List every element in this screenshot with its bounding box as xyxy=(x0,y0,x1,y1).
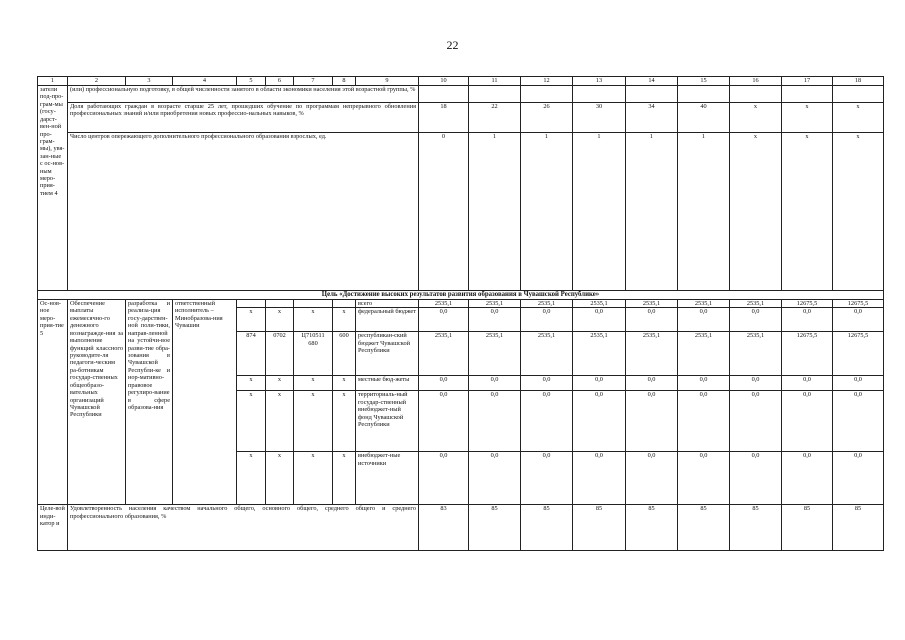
program-table xyxy=(37,76,884,551)
indicator-row xyxy=(38,103,884,133)
funding-value: 0,0 xyxy=(419,308,469,332)
funding-value: 2535,1 xyxy=(573,300,626,308)
funding-value: 2535,1 xyxy=(573,332,626,376)
indicator-value: x xyxy=(833,103,884,133)
budget-code xyxy=(294,300,333,308)
event-goal: разработка и реализа-ция госу-дарствен-ной поли-тики, направ-ленной на устойчи-вое разви-тие обра-зования в Чувашской Республи-ке и нор-мативно-правовое регулиро-вание в сфере образова-ния xyxy=(126,300,173,505)
budget-code: x xyxy=(333,308,356,332)
column-number: 12 xyxy=(521,77,573,86)
funding-source: местные бюд-жеты xyxy=(356,376,419,391)
column-number: 9 xyxy=(356,77,419,86)
column-number: 7 xyxy=(294,77,333,86)
budget-code: x xyxy=(237,376,266,391)
budget-code: x xyxy=(266,391,294,452)
indicator-value xyxy=(419,86,469,103)
target-indicator-value: 83 xyxy=(419,505,469,551)
funding-value: 2535,1 xyxy=(626,332,678,376)
column-number: 18 xyxy=(833,77,884,86)
indicator-value: 1 xyxy=(469,133,521,291)
column-number: 1 xyxy=(38,77,68,86)
budget-code: Ц710511 680 xyxy=(294,332,333,376)
budget-code: x xyxy=(237,308,266,332)
funding-source: внебюджет-ные источники xyxy=(356,452,419,505)
funding-value: 0,0 xyxy=(521,376,573,391)
funding-value: 0,0 xyxy=(678,376,730,391)
funding-value: 0,0 xyxy=(626,376,678,391)
indicator-value xyxy=(521,86,573,103)
target-indicator-value: 85 xyxy=(678,505,730,551)
budget-code: 600 xyxy=(333,332,356,376)
funding-value: 2535,1 xyxy=(419,300,469,308)
column-number: 11 xyxy=(469,77,521,86)
indicator-value: x xyxy=(833,133,884,291)
indicator-value: 18 xyxy=(419,103,469,133)
budget-code: 0702 xyxy=(266,332,294,376)
indicator-value xyxy=(678,86,730,103)
column-number: 13 xyxy=(573,77,626,86)
funding-source: федеральный бюджет xyxy=(356,308,419,332)
indicator-value: 22 xyxy=(469,103,521,133)
funding-value: 0,0 xyxy=(419,391,469,452)
funding-value: 0,0 xyxy=(833,452,884,505)
column-number: 8 xyxy=(333,77,356,86)
header-row xyxy=(38,77,884,86)
column-number: 15 xyxy=(678,77,730,86)
indicator-value: x xyxy=(730,103,782,133)
funding-value: 2535,1 xyxy=(730,300,782,308)
budget-code: x xyxy=(266,376,294,391)
indicator-value xyxy=(573,86,626,103)
budget-code: x xyxy=(294,452,333,505)
column-number: 4 xyxy=(173,77,237,86)
indicator-value: 1 xyxy=(521,133,573,291)
column-number: 6 xyxy=(266,77,294,86)
indicator-value: x xyxy=(782,103,833,133)
page-number: 22 xyxy=(446,38,459,52)
funding-value: 2535,1 xyxy=(419,332,469,376)
goal-row xyxy=(38,291,884,300)
funding-value: 0,0 xyxy=(626,452,678,505)
funding-value: 0,0 xyxy=(678,308,730,332)
indicator-value: 26 xyxy=(521,103,573,133)
indicator-value: 0 xyxy=(419,133,469,291)
funding-value: 2535,1 xyxy=(521,332,573,376)
funding-value: 0,0 xyxy=(782,376,833,391)
budget-code: x xyxy=(237,452,266,505)
funding-value: 12675,5 xyxy=(833,332,884,376)
column-number: 2 xyxy=(68,77,126,86)
target-indicator-text: Удовлетворенность населения качеством начального общего, основного общего, среднего общего и среднего профессионального образования, % xyxy=(68,505,419,551)
funding-value: 0,0 xyxy=(469,391,521,452)
indicator-text: Число центров опережающего дополнительного профессионального образования взрослых, ед. xyxy=(68,133,419,291)
funding-value: 0,0 xyxy=(573,376,626,391)
indicator-value: x xyxy=(782,133,833,291)
column-number: 17 xyxy=(782,77,833,86)
target-indicator-value: 85 xyxy=(573,505,626,551)
indicator-value: 1 xyxy=(678,133,730,291)
indicator-value xyxy=(833,86,884,103)
indicator-text: Доля работающих граждан в возрасте старше 25 лет, прошедших обучение по программам непрерывного обновления профессиональных знаний и/или приобретения новых профессио-нальных навыков, % xyxy=(68,103,419,133)
funding-source: всего xyxy=(356,300,419,308)
budget-code: x xyxy=(294,391,333,452)
funding-value: 2535,1 xyxy=(626,300,678,308)
indicator-value: 30 xyxy=(573,103,626,133)
funding-value: 12675,5 xyxy=(782,332,833,376)
funding-value: 0,0 xyxy=(419,452,469,505)
budget-code: 874 xyxy=(237,332,266,376)
funding-value: 0,0 xyxy=(782,308,833,332)
funding-value: 0,0 xyxy=(782,452,833,505)
funding-value: 0,0 xyxy=(626,308,678,332)
funding-value: 0,0 xyxy=(678,391,730,452)
target-indicator-value: 85 xyxy=(469,505,521,551)
event-title: Обеспечение выплаты ежемесячно-го денежного вознагражде-ния за выполнение функций классного руководите-ля педагоги-ческим ра-ботникам государ-ственных общеобразо-вательных организаций Чувашской Республики xyxy=(68,300,126,505)
column-number: 10 xyxy=(419,77,469,86)
goal-title: Цель «Достижение высоких результатов развития образования в Чувашской Республике» xyxy=(38,291,884,300)
funding-value: 0,0 xyxy=(730,452,782,505)
budget-code: x xyxy=(266,308,294,332)
funding-value: 0,0 xyxy=(573,452,626,505)
event-executor: ответственный исполнитель – Минобразова-ния Чувашии xyxy=(173,300,237,505)
funding-value: 0,0 xyxy=(833,391,884,452)
indicator-value: 1 xyxy=(573,133,626,291)
funding-value: 0,0 xyxy=(419,376,469,391)
funding-source: республикан-ский бюджет Чувашской Республики xyxy=(356,332,419,376)
funding-value: 2535,1 xyxy=(469,300,521,308)
funding-value: 0,0 xyxy=(730,391,782,452)
budget-code xyxy=(237,300,266,308)
funding-row xyxy=(38,300,884,308)
indicator-value: 34 xyxy=(626,103,678,133)
indicator-value: 40 xyxy=(678,103,730,133)
funding-value: 0,0 xyxy=(521,452,573,505)
column-number: 5 xyxy=(237,77,266,86)
column-number: 14 xyxy=(626,77,678,86)
funding-value: 2535,1 xyxy=(678,332,730,376)
funding-value: 2535,1 xyxy=(469,332,521,376)
funding-value: 0,0 xyxy=(521,308,573,332)
indicator-value xyxy=(782,86,833,103)
target-indicator-value: 85 xyxy=(730,505,782,551)
budget-code xyxy=(266,300,294,308)
target-indicator-value: 85 xyxy=(833,505,884,551)
funding-value: 0,0 xyxy=(573,308,626,332)
indicator-group-label: затели под-про-грам-мы (госу-дарст-вен-ной про-грам-мы), увя-зан-ные с ос-нов-ным меро-прия-тием 4 xyxy=(38,86,68,291)
funding-value: 0,0 xyxy=(469,452,521,505)
funding-value: 2535,1 xyxy=(678,300,730,308)
funding-value: 0,0 xyxy=(626,391,678,452)
funding-value: 0,0 xyxy=(730,308,782,332)
indicator-value: 1 xyxy=(626,133,678,291)
funding-value: 0,0 xyxy=(678,452,730,505)
target-indicator-row xyxy=(38,505,884,551)
budget-code: x xyxy=(237,391,266,452)
column-number: 3 xyxy=(126,77,173,86)
funding-value: 0,0 xyxy=(469,376,521,391)
budget-code: x xyxy=(266,452,294,505)
budget-code xyxy=(333,300,356,308)
indicator-value: x xyxy=(730,133,782,291)
indicator-value xyxy=(626,86,678,103)
funding-value: 0,0 xyxy=(521,391,573,452)
indicator-row xyxy=(38,86,884,103)
funding-value: 12675,5 xyxy=(833,300,884,308)
budget-code: x xyxy=(333,376,356,391)
indicator-row xyxy=(38,133,884,291)
budget-code: x xyxy=(333,452,356,505)
funding-value: 0,0 xyxy=(833,308,884,332)
indicator-value xyxy=(730,86,782,103)
budget-code: x xyxy=(294,376,333,391)
indicator-value xyxy=(469,86,521,103)
target-indicator-value: 85 xyxy=(626,505,678,551)
funding-value: 0,0 xyxy=(833,376,884,391)
event-number: Ос-нов-ное меро-прия-тие 5 xyxy=(38,300,68,505)
funding-value: 0,0 xyxy=(730,376,782,391)
funding-value: 0,0 xyxy=(573,391,626,452)
target-indicator-value: 85 xyxy=(521,505,573,551)
funding-value: 2535,1 xyxy=(730,332,782,376)
column-number: 16 xyxy=(730,77,782,86)
funding-value: 12675,5 xyxy=(782,300,833,308)
budget-code: x xyxy=(294,308,333,332)
indicator-text: (или) профессиональную подготовку, в общей численности занятого в области экономики населения этой возрастной группы, % xyxy=(68,86,419,103)
funding-source: территориаль-ный государ-ственный внебюджет-ный фонд Чувашской Республики xyxy=(356,391,419,452)
target-indicator-label: Целе-вой инди-катор и xyxy=(38,505,68,551)
budget-code: x xyxy=(333,391,356,452)
funding-value: 0,0 xyxy=(469,308,521,332)
target-indicator-value: 85 xyxy=(782,505,833,551)
funding-value: 0,0 xyxy=(782,391,833,452)
funding-value: 2535,1 xyxy=(521,300,573,308)
